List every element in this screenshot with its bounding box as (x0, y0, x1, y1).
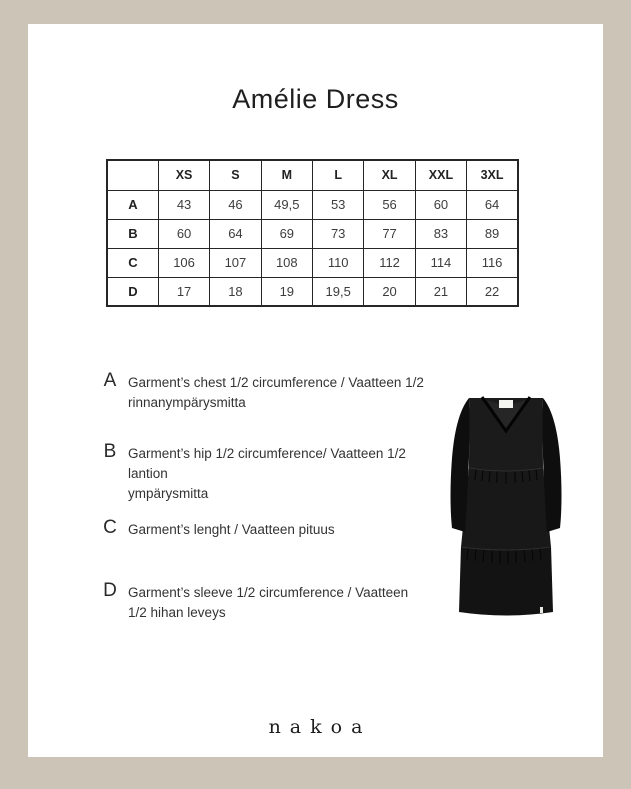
size-column-header: L (313, 160, 364, 190)
measurement-legend-item-a (98, 370, 440, 413)
measurement-value: 89 (467, 219, 518, 248)
size-chart-table (106, 159, 519, 307)
measurement-value: 17 (158, 277, 209, 306)
legend-description-line: Garment’s lenght / Vaatteen pituus (128, 522, 335, 537)
measurement-value: 60 (158, 219, 209, 248)
measurement-value: 83 (415, 219, 466, 248)
measurement-row-label: A (107, 190, 158, 219)
measurement-legend-item-d (98, 580, 440, 623)
legend-letter: A (103, 370, 117, 391)
measurement-value: 49,5 (261, 190, 312, 219)
measurement-value: 56 (364, 190, 415, 219)
page-title: Amélie Dress (232, 84, 399, 114)
legend-description (128, 520, 440, 540)
dress-neck-label (499, 400, 513, 408)
measurement-value: 69 (261, 219, 312, 248)
legend-description (128, 444, 440, 504)
legend-letter: D (103, 580, 117, 601)
measurement-value: 108 (261, 248, 312, 277)
size-chart-header-row (107, 160, 518, 190)
brand-logo: nakoa (268, 716, 372, 738)
legend-letter: C (103, 517, 117, 538)
legend-description-line: 1/2 hihan leveys (128, 605, 226, 620)
legend-letter: B (103, 441, 117, 462)
size-column-header: XS (158, 160, 209, 190)
size-column-header: S (210, 160, 261, 190)
legend-description-line: Garment’s chest 1/2 circumference / Vaatteen 1/2 (128, 375, 424, 390)
measurement-value: 22 (467, 277, 518, 306)
table-row (107, 190, 518, 219)
legend-description-line: ympärysmitta (128, 486, 209, 501)
legend-description-line: rinnanympärysmitta (128, 395, 246, 410)
measurement-value: 19,5 (313, 277, 364, 306)
size-chart-corner-cell (107, 160, 158, 190)
measurement-value: 60 (415, 190, 466, 219)
dress-bottom-tier (459, 546, 553, 616)
measurement-value: 64 (210, 219, 261, 248)
table-row (107, 219, 518, 248)
measurement-value: 73 (313, 219, 364, 248)
measurement-value: 21 (415, 277, 466, 306)
dress-hem-tag (540, 607, 543, 613)
measurement-value: 114 (415, 248, 466, 277)
measurement-value: 110 (313, 248, 364, 277)
measurement-value: 77 (364, 219, 415, 248)
measurement-row-label: C (107, 248, 158, 277)
legend-description (128, 373, 440, 413)
table-row (107, 277, 518, 306)
size-column-header: M (261, 160, 312, 190)
size-column-header: XXL (415, 160, 466, 190)
measurement-value: 43 (158, 190, 209, 219)
product-image-dress (443, 388, 569, 624)
measurement-legend-item-b (98, 441, 440, 504)
measurement-value: 112 (364, 248, 415, 277)
size-column-header: 3XL (467, 160, 518, 190)
size-column-header: XL (364, 160, 415, 190)
measurement-row-label: B (107, 219, 158, 248)
legend-description-line: Garment’s sleeve 1/2 circumference / Vaatteen (128, 585, 409, 600)
measurement-value: 64 (467, 190, 518, 219)
measurement-value: 116 (467, 248, 518, 277)
measurement-value: 53 (313, 190, 364, 219)
measurement-value: 18 (210, 277, 261, 306)
table-row (107, 248, 518, 277)
measurement-value: 107 (210, 248, 261, 277)
measurement-value: 19 (261, 277, 312, 306)
measurement-value: 106 (158, 248, 209, 277)
legend-description (128, 583, 440, 623)
legend-description-line: Garment’s hip 1/2 circumference/ Vaatteen 1/2 lantion (128, 446, 406, 481)
measurement-legend-item-c (98, 517, 440, 540)
measurement-value: 20 (364, 277, 415, 306)
size-guide-card (28, 24, 603, 757)
measurement-row-label: D (107, 277, 158, 306)
measurement-value: 46 (210, 190, 261, 219)
